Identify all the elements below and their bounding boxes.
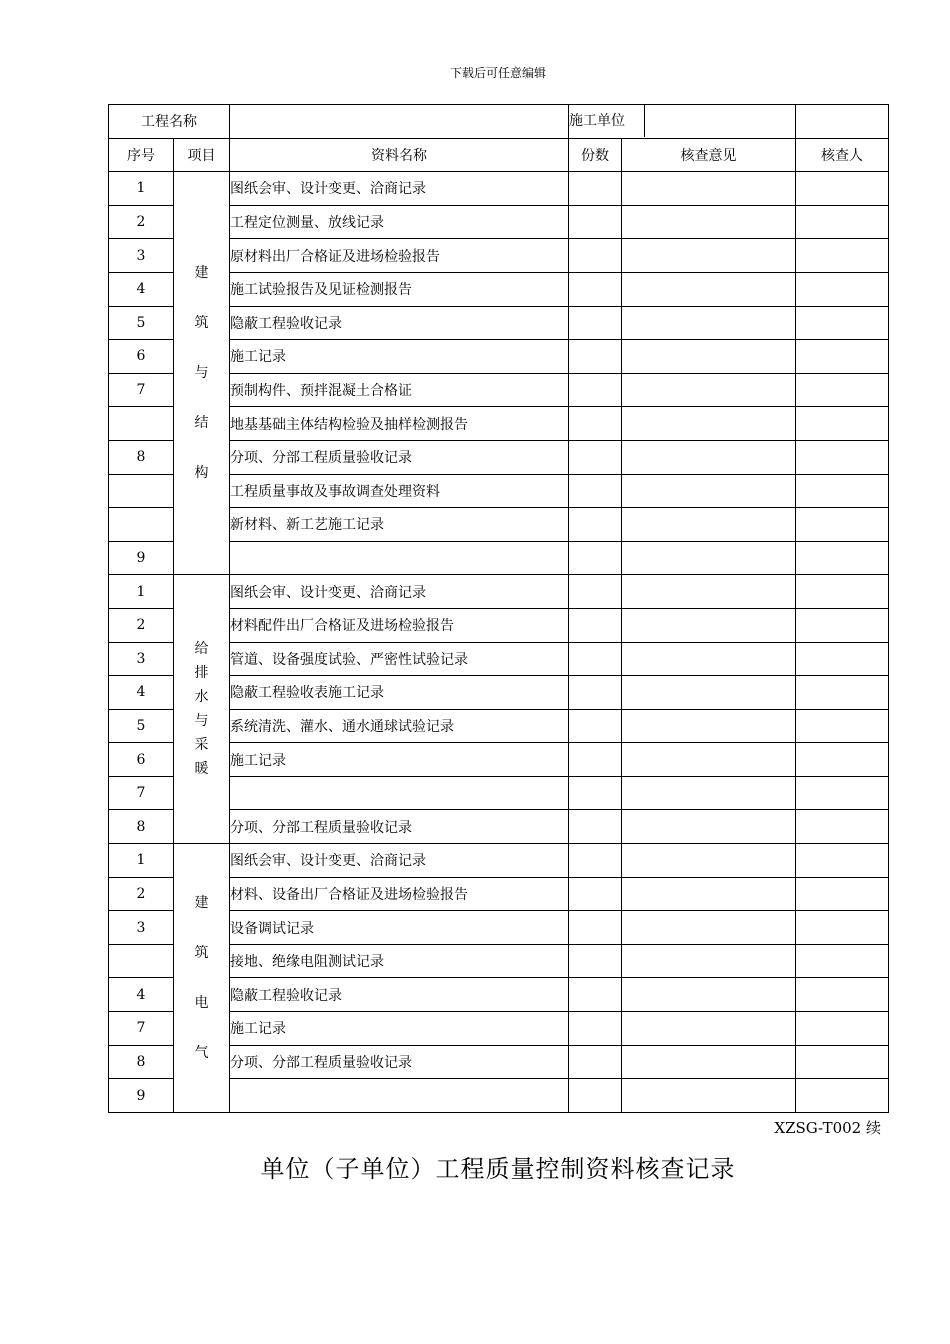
opinion-cell[interactable]: [622, 440, 796, 474]
checker-cell[interactable]: [796, 810, 889, 844]
material-name-cell: 地基基础主体结构检验及抽样检测报告: [230, 407, 569, 441]
category-char: 筑: [194, 944, 209, 961]
table-row: [109, 575, 889, 609]
copies-cell[interactable]: [569, 272, 622, 306]
copies-cell[interactable]: [569, 306, 622, 340]
copies-cell[interactable]: [569, 541, 622, 575]
seq-cell: [109, 508, 174, 542]
opinion-cell[interactable]: [622, 810, 796, 844]
material-name-cell: 分项、分部工程质量验收记录: [230, 810, 569, 844]
material-name-cell: [230, 1079, 569, 1113]
category-char: 与: [194, 365, 209, 382]
seq-cell: 6: [109, 340, 174, 374]
opinion-cell[interactable]: [622, 239, 796, 273]
seq-cell: 3: [109, 911, 174, 945]
material-name-cell: 设备调试记录: [230, 911, 569, 945]
material-name-cell: 隐蔽工程验收记录: [230, 978, 569, 1012]
material-name-cell: 工程定位测量、放线记录: [230, 205, 569, 239]
material-name-cell: 图纸会审、设计变更、洽商记录: [230, 844, 569, 878]
checker-cell[interactable]: [796, 978, 889, 1012]
contractor-extra: [796, 105, 889, 139]
checker-cell[interactable]: [796, 743, 889, 777]
opinion-cell[interactable]: [622, 642, 796, 676]
seq-cell: 4: [109, 676, 174, 710]
material-name-cell: 原材料出厂合格证及进场检验报告: [230, 239, 569, 273]
copies-cell[interactable]: [569, 373, 622, 407]
contractor-label: 施工单位: [569, 105, 645, 137]
checker-cell[interactable]: [796, 1012, 889, 1046]
copies-cell[interactable]: [569, 205, 622, 239]
material-name-cell: [230, 541, 569, 575]
seq-cell: 8: [109, 1045, 174, 1079]
category-char: 与: [194, 713, 209, 730]
category-char: 构: [194, 465, 209, 482]
category-char: 排: [194, 665, 209, 682]
category-char: 建: [194, 265, 209, 282]
checker-cell[interactable]: [796, 776, 889, 810]
copies-cell[interactable]: [569, 978, 622, 1012]
material-name-cell: 施工试验报告及见证检测报告: [230, 272, 569, 306]
category-char: 电: [194, 994, 209, 1011]
download-note: 下载后可任意编辑: [449, 66, 546, 80]
copies-cell[interactable]: [569, 575, 622, 609]
table-row: [109, 172, 889, 206]
checker-cell[interactable]: [796, 1079, 889, 1113]
table-row: [109, 844, 889, 878]
seq-cell: 1: [109, 575, 174, 609]
checker-cell[interactable]: [796, 911, 889, 945]
material-name-cell: 隐蔽工程验收表施工记录: [230, 676, 569, 710]
seq-cell: 5: [109, 306, 174, 340]
checker-cell[interactable]: [796, 608, 889, 642]
seq-cell: 1: [109, 844, 174, 878]
col-seq-header: 序号: [109, 138, 174, 172]
opinion-cell[interactable]: [622, 776, 796, 810]
checker-cell[interactable]: [796, 205, 889, 239]
copies-cell[interactable]: [569, 239, 622, 273]
seq-cell: 4: [109, 978, 174, 1012]
opinion-cell[interactable]: [622, 709, 796, 743]
checker-cell[interactable]: [796, 373, 889, 407]
category-cell: [174, 844, 230, 1113]
material-name-cell: [230, 776, 569, 810]
checker-cell[interactable]: [796, 575, 889, 609]
copies-cell[interactable]: [569, 474, 622, 508]
material-name-cell: 分项、分部工程质量验收记录: [230, 1045, 569, 1079]
checker-cell[interactable]: [796, 407, 889, 441]
category-char: 筑: [194, 315, 209, 332]
seq-cell: 4: [109, 272, 174, 306]
opinion-cell[interactable]: [622, 676, 796, 710]
checker-cell[interactable]: [796, 172, 889, 206]
category-char: 建: [194, 894, 209, 911]
checker-cell[interactable]: [796, 709, 889, 743]
material-name-cell: 管道、设备强度试验、严密性试验记录: [230, 642, 569, 676]
copies-cell[interactable]: [569, 407, 622, 441]
opinion-cell[interactable]: [622, 340, 796, 374]
copies-cell[interactable]: [569, 608, 622, 642]
seq-cell: [109, 407, 174, 441]
opinion-cell[interactable]: [622, 407, 796, 441]
copies-cell[interactable]: [569, 743, 622, 777]
opinion-cell[interactable]: [622, 272, 796, 306]
material-name-cell: 系统清洗、灌水、通水通球试验记录: [230, 709, 569, 743]
copies-cell[interactable]: [569, 676, 622, 710]
column-header-row: [109, 138, 889, 172]
opinion-cell[interactable]: [622, 743, 796, 777]
opinion-cell[interactable]: [622, 205, 796, 239]
material-name-cell: 图纸会审、设计变更、洽商记录: [230, 172, 569, 206]
seq-cell: 3: [109, 642, 174, 676]
seq-cell: 7: [109, 1012, 174, 1046]
seq-cell: [109, 944, 174, 978]
seq-cell: 7: [109, 373, 174, 407]
checker-cell[interactable]: [796, 877, 889, 911]
checker-cell[interactable]: [796, 508, 889, 542]
checker-cell[interactable]: [796, 676, 889, 710]
category-char: 采: [194, 737, 209, 754]
col-checker-header: 核查人: [796, 138, 889, 172]
opinion-cell[interactable]: [622, 1012, 796, 1046]
checker-cell[interactable]: [796, 272, 889, 306]
material-name-cell: 预制构件、预拌混凝土合格证: [230, 373, 569, 407]
category-cell: [174, 172, 230, 575]
category-label: [195, 637, 209, 781]
opinion-cell[interactable]: [622, 575, 796, 609]
material-name-cell: 施工记录: [230, 340, 569, 374]
opinion-cell[interactable]: [622, 844, 796, 878]
document-title: 单位（子单位）工程质量控制资料核查记录: [260, 1155, 736, 1183]
checker-cell[interactable]: [796, 642, 889, 676]
opinion-cell[interactable]: [622, 944, 796, 978]
opinion-cell[interactable]: [622, 877, 796, 911]
copies-cell[interactable]: [569, 844, 622, 878]
category-label: [195, 878, 209, 1078]
checker-cell[interactable]: [796, 844, 889, 878]
material-name-cell: 隐蔽工程验收记录: [230, 306, 569, 340]
opinion-cell[interactable]: [622, 1045, 796, 1079]
opinion-cell[interactable]: [622, 541, 796, 575]
checker-cell[interactable]: [796, 944, 889, 978]
checker-cell[interactable]: [796, 440, 889, 474]
checker-cell[interactable]: [796, 340, 889, 374]
col-item-header: 项目: [174, 138, 230, 172]
checker-cell[interactable]: [796, 541, 889, 575]
material-name-cell: 施工记录: [230, 1012, 569, 1046]
material-name-cell: 施工记录: [230, 743, 569, 777]
seq-cell: 8: [109, 440, 174, 474]
copies-cell[interactable]: [569, 1079, 622, 1113]
copies-cell[interactable]: [569, 1045, 622, 1079]
checker-cell[interactable]: [796, 239, 889, 273]
seq-cell: 7: [109, 776, 174, 810]
copies-cell[interactable]: [569, 340, 622, 374]
category-char: 气: [194, 1044, 209, 1061]
checker-cell[interactable]: [796, 1045, 889, 1079]
copies-cell[interactable]: [569, 911, 622, 945]
material-name-cell: 工程质量事故及事故调查处理资料: [230, 474, 569, 508]
seq-cell: 6: [109, 743, 174, 777]
contractor-cell: [569, 105, 796, 139]
copies-cell[interactable]: [569, 440, 622, 474]
form-code: XZSG-T002 续: [774, 1119, 881, 1137]
seq-cell: 8: [109, 810, 174, 844]
opinion-cell[interactable]: [622, 508, 796, 542]
material-name-cell: 分项、分部工程质量验收记录: [230, 440, 569, 474]
seq-cell: 2: [109, 205, 174, 239]
opinion-cell[interactable]: [622, 373, 796, 407]
seq-cell: 9: [109, 541, 174, 575]
category-char: 暖: [194, 761, 209, 778]
checker-cell[interactable]: [796, 306, 889, 340]
col-opinion-header: 核查意见: [622, 138, 796, 172]
opinion-cell[interactable]: [622, 474, 796, 508]
material-name-cell: 新材料、新工艺施工记录: [230, 508, 569, 542]
copies-cell[interactable]: [569, 776, 622, 810]
seq-cell: 2: [109, 877, 174, 911]
copies-cell[interactable]: [569, 944, 622, 978]
col-copies-header: 份数: [569, 138, 622, 172]
category-char: 给: [194, 641, 209, 658]
seq-cell: 3: [109, 239, 174, 273]
category-char: 水: [194, 689, 209, 706]
category-cell: [174, 575, 230, 844]
copies-cell[interactable]: [569, 709, 622, 743]
seq-cell: [109, 474, 174, 508]
material-name-cell: 材料配件出厂合格证及进场检验报告: [230, 608, 569, 642]
seq-cell: 5: [109, 709, 174, 743]
material-name-cell: 材料、设备出厂合格证及进场检验报告: [230, 877, 569, 911]
seq-cell: 2: [109, 608, 174, 642]
seq-cell: 1: [109, 172, 174, 206]
opinion-cell[interactable]: [622, 911, 796, 945]
copies-cell[interactable]: [569, 810, 622, 844]
category-char: 结: [194, 415, 209, 432]
project-name-value[interactable]: [230, 105, 569, 139]
opinion-cell[interactable]: [622, 608, 796, 642]
category-label: [195, 248, 209, 498]
col-material-header: 资料名称: [230, 138, 569, 172]
opinion-cell[interactable]: [622, 172, 796, 206]
copies-cell[interactable]: [569, 877, 622, 911]
seq-cell: 9: [109, 1079, 174, 1113]
copies-cell[interactable]: [569, 172, 622, 206]
project-name-label: 工程名称: [109, 105, 230, 139]
quality-control-table: [108, 104, 889, 1113]
opinion-cell[interactable]: [622, 978, 796, 1012]
copies-cell[interactable]: [569, 1012, 622, 1046]
project-info-row: [109, 105, 889, 139]
checker-cell[interactable]: [796, 474, 889, 508]
material-name-cell: 接地、绝缘电阻测试记录: [230, 944, 569, 978]
opinion-cell[interactable]: [622, 306, 796, 340]
opinion-cell[interactable]: [622, 1079, 796, 1113]
copies-cell[interactable]: [569, 508, 622, 542]
material-name-cell: 图纸会审、设计变更、洽商记录: [230, 575, 569, 609]
copies-cell[interactable]: [569, 642, 622, 676]
